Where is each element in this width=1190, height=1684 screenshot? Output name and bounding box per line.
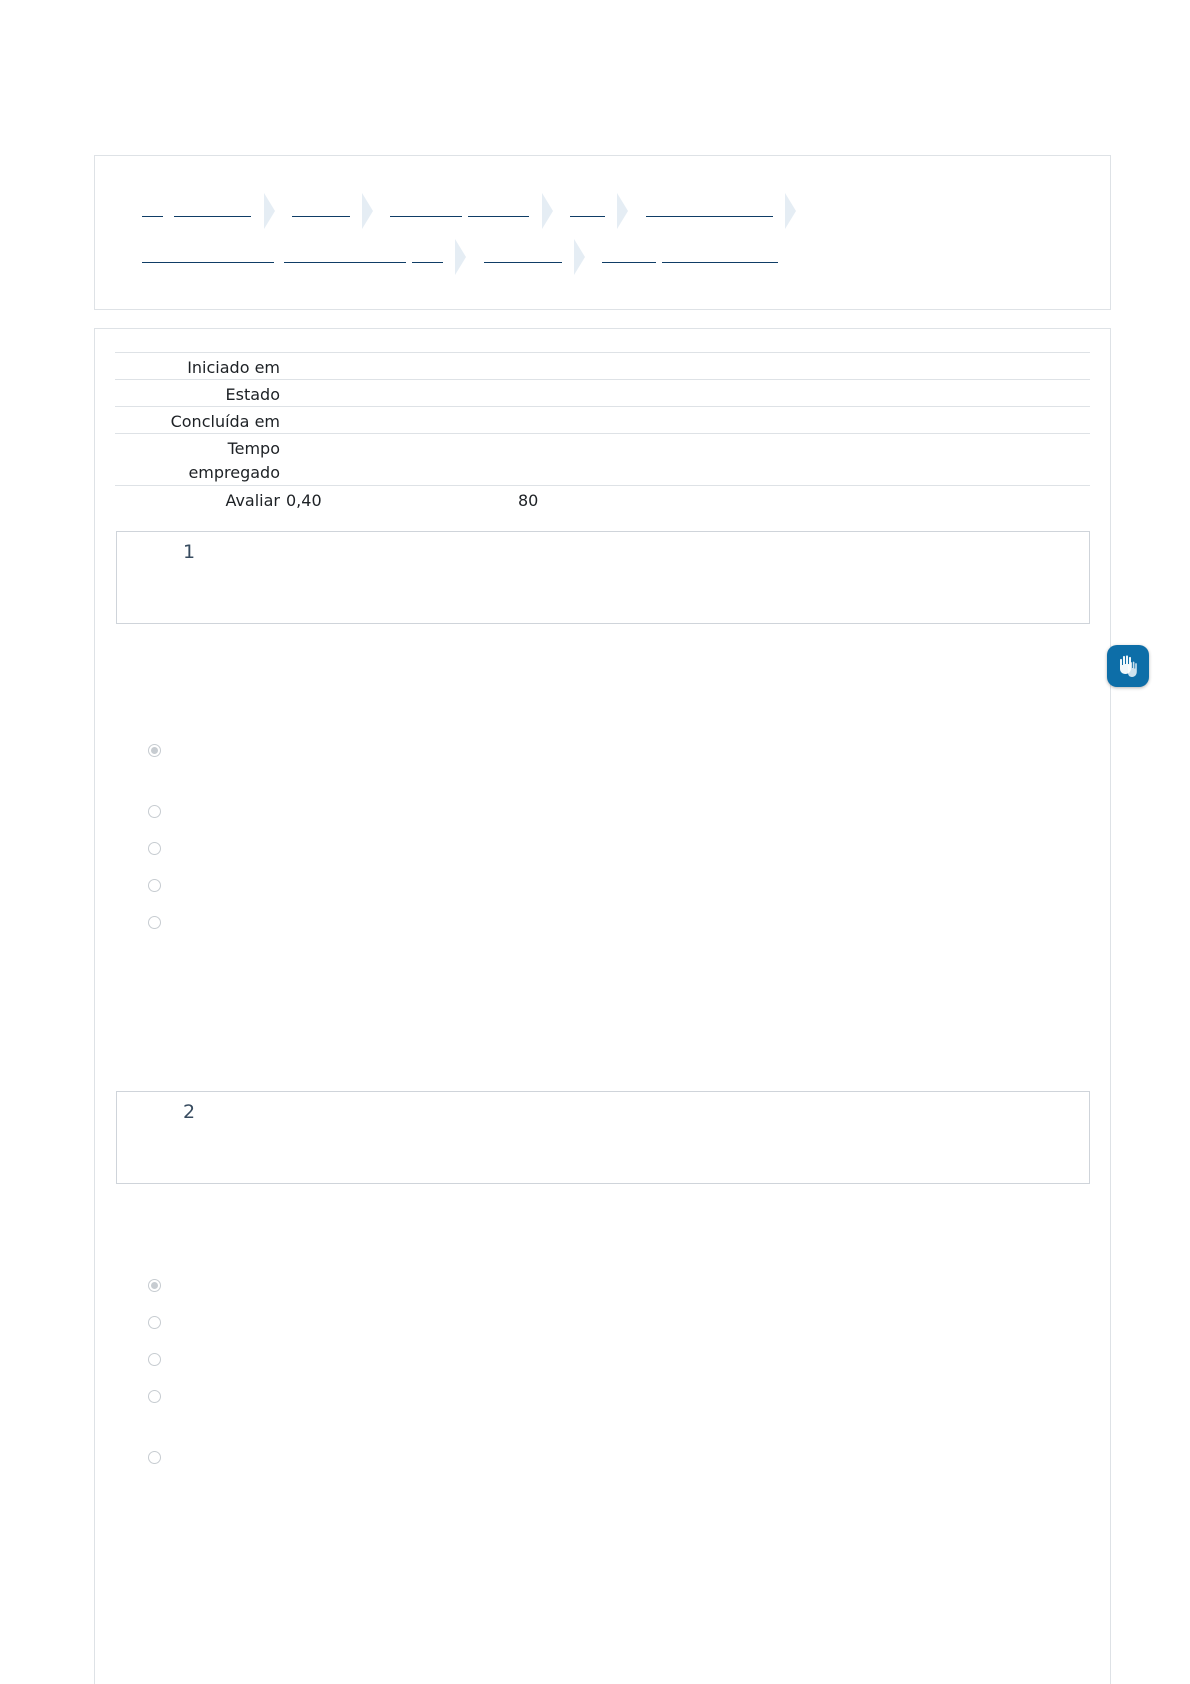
answer-radio[interactable] bbox=[148, 842, 161, 855]
breadcrumb-link[interactable] bbox=[570, 216, 605, 217]
breadcrumb-link[interactable] bbox=[174, 216, 251, 217]
answer-radio[interactable] bbox=[148, 1279, 161, 1292]
answer-radio[interactable] bbox=[148, 805, 161, 818]
summary-row-grade bbox=[115, 485, 1090, 512]
grade-value: 0,40 bbox=[286, 491, 322, 510]
breadcrumb-link[interactable] bbox=[142, 262, 274, 263]
breadcrumb-link[interactable] bbox=[468, 216, 529, 217]
attempt-summary-table bbox=[115, 352, 1090, 512]
summary-label: Tempo empregado bbox=[188, 439, 280, 482]
summary-row-state bbox=[115, 379, 1090, 406]
summary-row-completed bbox=[115, 406, 1090, 433]
summary-row-time-taken bbox=[115, 433, 1090, 485]
question-info-box bbox=[116, 531, 1090, 624]
answer-radio[interactable] bbox=[148, 744, 161, 757]
question-number: 2 bbox=[183, 1101, 196, 1123]
answer-radio[interactable] bbox=[148, 879, 161, 892]
breadcrumb-link[interactable] bbox=[390, 216, 462, 217]
breadcrumb-link[interactable] bbox=[484, 262, 562, 263]
summary-row-started bbox=[115, 352, 1090, 379]
sign-language-hands-icon bbox=[1114, 652, 1142, 680]
summary-label: Iniciado em bbox=[187, 358, 280, 377]
breadcrumb-link[interactable] bbox=[142, 216, 163, 217]
answer-radio[interactable] bbox=[148, 1353, 161, 1366]
breadcrumb-link[interactable] bbox=[284, 262, 406, 263]
breadcrumb-separator-icon bbox=[574, 239, 585, 275]
breadcrumb-separator-icon bbox=[617, 193, 628, 229]
summary-label: Avaliar bbox=[225, 491, 280, 510]
summary-label: Concluída em bbox=[170, 412, 280, 431]
breadcrumb-link[interactable] bbox=[412, 262, 443, 263]
breadcrumb-separator-icon bbox=[455, 239, 466, 275]
breadcrumb-separator-icon bbox=[785, 193, 796, 229]
answer-radio[interactable] bbox=[148, 1316, 161, 1329]
breadcrumb-separator-icon bbox=[264, 193, 275, 229]
answer-radio[interactable] bbox=[148, 1390, 161, 1403]
accessibility-button[interactable] bbox=[1107, 645, 1149, 687]
breadcrumb-separator-icon bbox=[362, 193, 373, 229]
breadcrumb bbox=[94, 155, 1111, 310]
answer-radio[interactable] bbox=[148, 916, 161, 929]
question-info-box bbox=[116, 1091, 1090, 1184]
answer-radio[interactable] bbox=[148, 1451, 161, 1464]
breadcrumb-link[interactable] bbox=[292, 216, 350, 217]
question-number: 1 bbox=[183, 541, 196, 563]
grade-extra: 80 bbox=[518, 491, 539, 510]
summary-label: Estado bbox=[225, 385, 280, 404]
breadcrumb-link[interactable] bbox=[602, 262, 656, 263]
breadcrumb-link[interactable] bbox=[646, 216, 773, 217]
breadcrumb-link[interactable] bbox=[662, 262, 778, 263]
breadcrumb-separator-icon bbox=[542, 193, 553, 229]
